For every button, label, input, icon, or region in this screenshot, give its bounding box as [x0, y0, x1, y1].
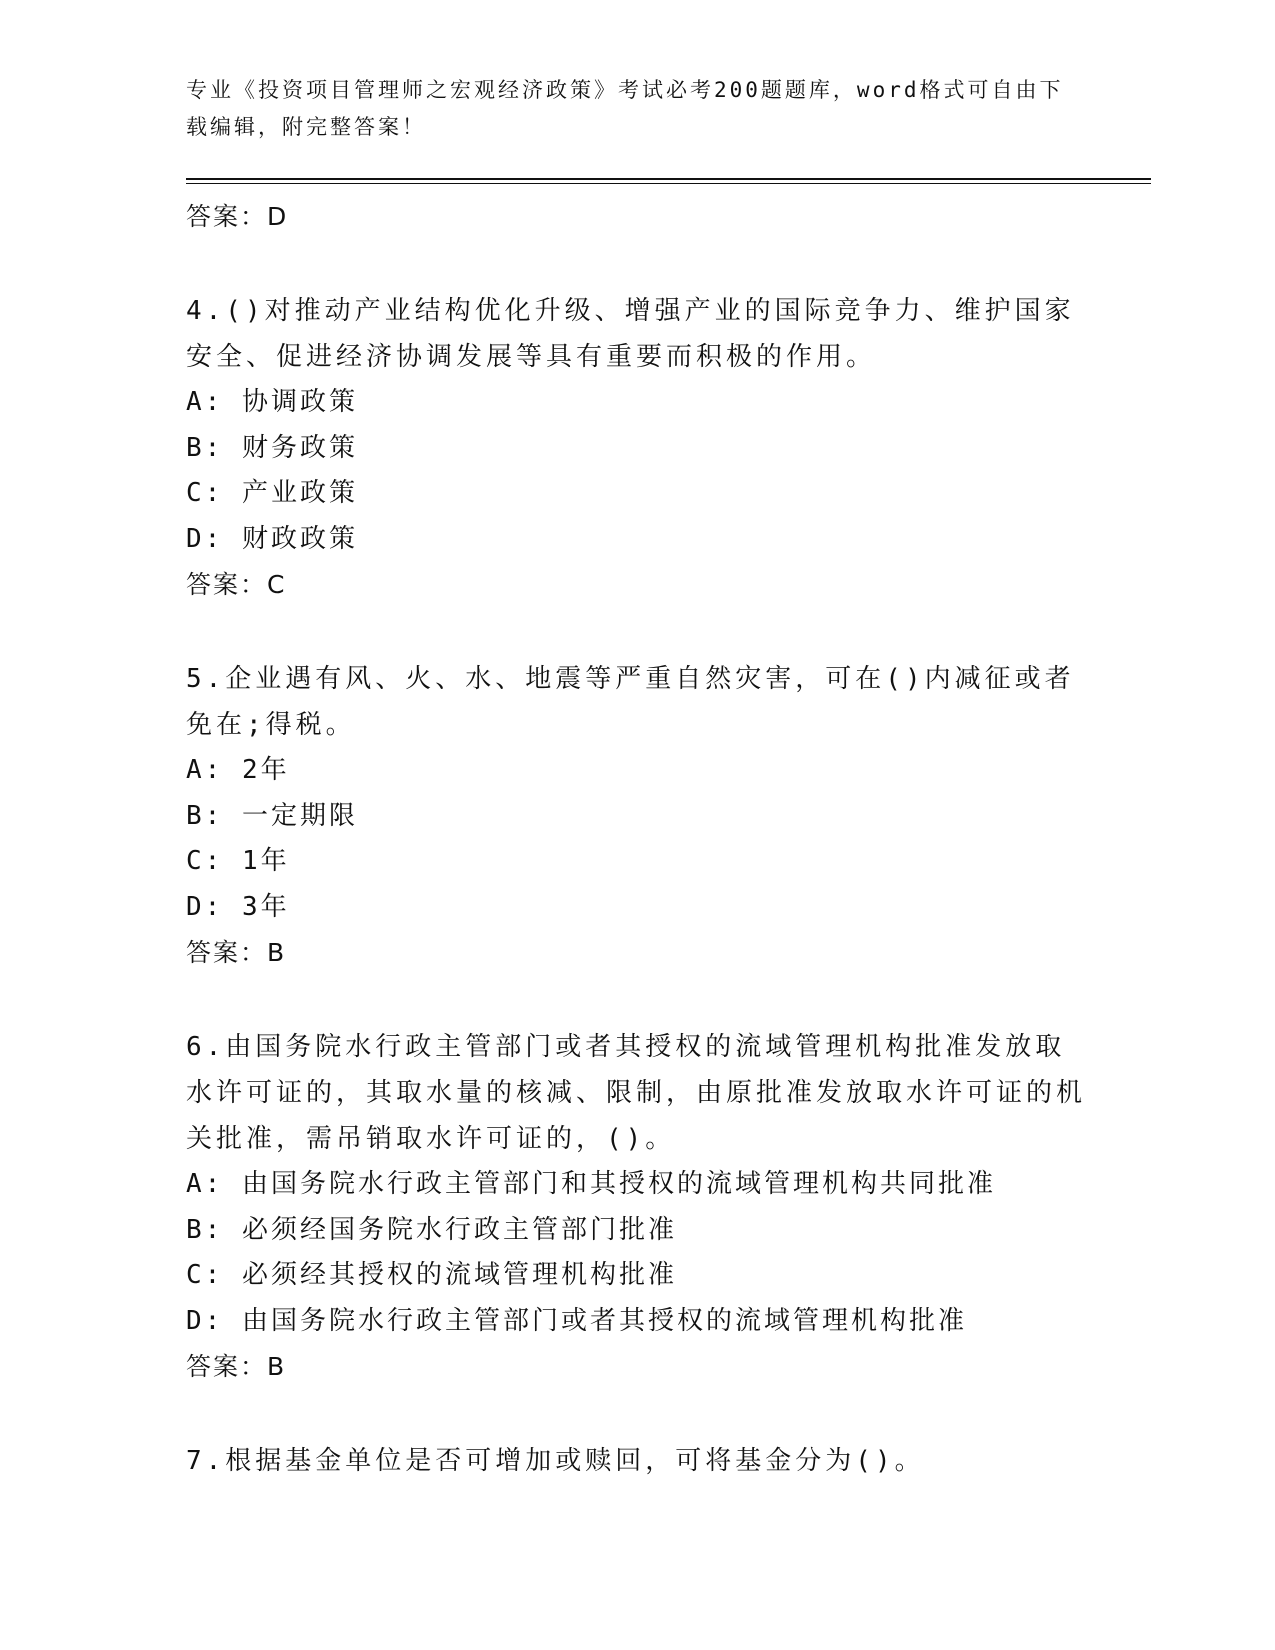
question-text: 4.()对推动产业结构优化升级、增强产业的国际竞争力、维护国家安全、促进经济协调发展等具有重要而积极的作用。: [186, 296, 1075, 372]
question-text: 7.根据基金单位是否可增加或赎回，可将基金分为()。: [186, 1446, 925, 1476]
header-divider-thick: [186, 178, 1151, 180]
option-c: C: 产业政策: [186, 478, 358, 508]
option-b: B: 必须经国务院水行政主管部门批准: [186, 1214, 677, 1245]
option-d: D: 财政政策: [186, 523, 358, 554]
option-a: A: 由国务院水行政主管部门和其授权的流域管理机构共同批准: [186, 1169, 996, 1199]
option-d: D: 由国务院水行政主管部门或者其授权的流域管理机构批准: [186, 1305, 967, 1336]
option-c: C: 必须经其授权的流域管理机构批准: [186, 1260, 677, 1290]
document-header: 专业《投资项目管理师之宏观经济政策》考试必考200题题库，word格式可自由下载编辑，附完整答案！: [186, 78, 1064, 139]
option-c: C: 1年: [186, 846, 290, 876]
question-list: [186, 190, 1086, 1484]
answer-line: 答案：B: [186, 1352, 287, 1381]
question-text: 6.由国务院水行政主管部门或者其授权的流域管理机构批准发放取水许可证的，其取水量的核减、限制，由原批准发放取水许可证的机关批准，需吊销取水许可证的，()。: [186, 1032, 1087, 1154]
answer-line: 答案：B: [186, 938, 287, 967]
header-divider-thin: [186, 183, 1151, 184]
question-4: [186, 288, 1086, 608]
option-b: B: 财务政策: [186, 432, 358, 463]
question-text: 5.企业遇有风、火、水、地震等严重自然灾害，可在()内减征或者免在;得税。: [186, 664, 1075, 740]
question-6: [186, 1024, 1086, 1390]
answer-line: 答案：C: [186, 570, 287, 599]
answer-line: 答案：D: [186, 202, 289, 231]
question-7: [186, 1438, 1086, 1484]
option-d: D: 3年: [186, 891, 290, 922]
option-a: A: 2年: [186, 755, 290, 785]
option-b: B: 一定期限: [186, 800, 358, 831]
question-5: [186, 656, 1086, 976]
option-a: A: 协调政策: [186, 387, 358, 417]
